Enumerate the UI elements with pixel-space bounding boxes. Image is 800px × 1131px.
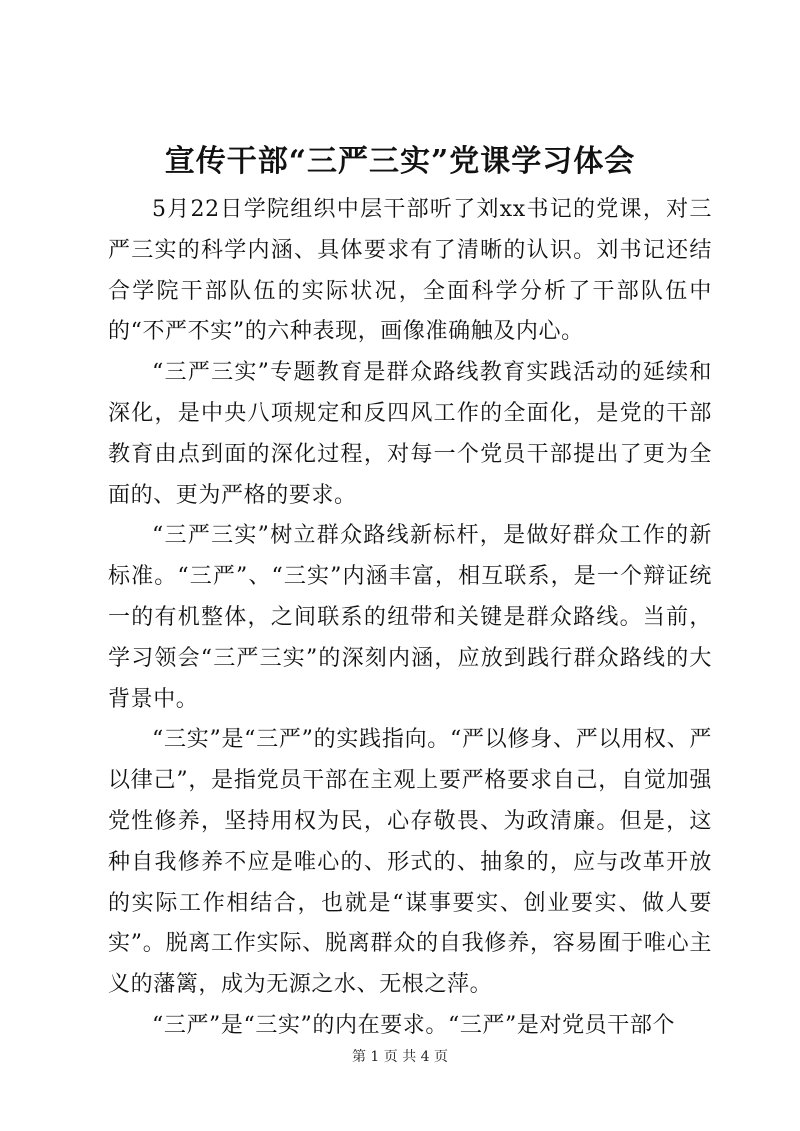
paragraph-5: “三严”是“三实”的内在要求。“三严”是对党员干部个: [152, 1012, 676, 1038]
document-title: 宣传干部“三严三实”党课学习体会: [164, 144, 636, 179]
paragraph-1: 5月22日学院组织中层干部听了刘xx书记的党课，对三严三实的科学内涵、具体要求有了清晰的认识。刘书记还结合学院干部队伍的实际状况，全面科学分析了干部队伍中的“不严不实”的六种表现，画像准确触及内心。: [108, 197, 712, 345]
page-number-footer: 第 1 页 共 4 页: [351, 1049, 449, 1065]
document-body: [108, 190, 712, 1047]
paragraph-3: “三严三实”树立群众路线新标杆，是做好群众工作的新标准。“三严”、“三实”内涵丰富，相互联系，是一个辩证统一的有机整体，之间联系的纽带和关键是群众路线。当前，学习领会“三严三实”的深刻内涵，应放到践行群众路线的大背景中。: [108, 523, 712, 712]
paragraph-4: “三实”是“三严”的实践指向。“严以修身、严以用权、严以律己”，是指党员干部在主观上要严格要求自己，自觉加强党性修养，坚持用权为民，心存敬畏、为政清廉。但是，这种自我修养不应是唯心的、形式的、抽象的，应与改革开放的实际工作相结合，也就是“谋事要实、创业要实、做人要实”。脱离工作实际、脱离群众的自我修养，容易囿于唯心主义的藩篱，成为无源之水、无根之萍。: [108, 727, 712, 998]
paragraph-2: “三严三实”专题教育是群众路线教育实践活动的延续和深化，是中央八项规定和反四风工作的全面化，是党的干部教育由点到面的深化过程，对每一个党员干部提出了更为全面的、更为严格的要求。: [108, 360, 712, 508]
